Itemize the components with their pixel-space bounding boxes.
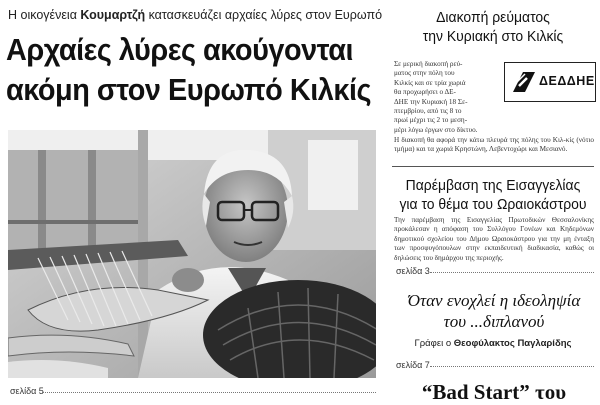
dotted-rule	[42, 392, 376, 393]
main-headline	[6, 30, 372, 110]
power-cut-line: ματος στην πόλη του	[394, 69, 455, 78]
power-cut-title-line-1: Διακοπή ρεύματος	[436, 9, 550, 26]
opinion-title-line-1: Όταν ενοχλεί η ιδεοληψία	[407, 291, 581, 310]
prosecutor-title-line-2: για το θέμα του Ωραιοκάστρου	[399, 196, 587, 213]
dotted-rule	[430, 272, 594, 273]
kicker-prefix: Η οικογένεια	[8, 8, 81, 22]
byline-author: Θεοφύλακτος Παγλαρίδης	[453, 338, 572, 349]
power-cut-line: πτεμβρίου, από τις 8 το	[394, 107, 462, 116]
byline-prefix: Γράφει ο	[414, 338, 454, 349]
headline-line-2: ακόμη στον Ευρωπό Κιλκίς	[6, 72, 372, 107]
power-cut-line: πρωί μέχρι τις 2 το μεση-	[394, 116, 468, 125]
opinion-byline	[392, 338, 594, 349]
opinion-page-ref: σελίδα 7	[396, 360, 430, 370]
power-cut-body-intro	[394, 60, 498, 135]
power-cut-line: μέρι λόγω έργων στο δίκτυο.	[394, 125, 478, 134]
story-photo	[8, 130, 376, 378]
dotted-rule	[430, 366, 594, 367]
power-cut-body-rest: Η διακοπή θα αφορά την κάτω πλευρά της πόλης του Κιλ-κίς (νότιο τμήμα) και τα χωριά Κρηστώνη, Λεβεντοχώρι και Μεσιανό.	[394, 136, 594, 154]
section-separator	[392, 166, 594, 167]
main-story-page-ref: σελίδα 5	[10, 386, 44, 396]
power-cut-line: θα προχωρήσει ο ΔΕ-	[394, 88, 456, 97]
prosecutor-title-line-1: Παρέμβαση της Εισαγγελίας	[405, 177, 581, 194]
craftsman-photo-illustration	[8, 130, 376, 378]
power-cut-title	[399, 8, 587, 46]
kicker-suffix: κατασκευάζει αρχαίες λύρες στον Ευρωπό	[145, 8, 383, 22]
prosecutor-page-ref: σελίδα 3	[396, 266, 430, 276]
opinion-title	[392, 290, 596, 332]
power-cut-line: Σε μερική διακοπή ρεύ-	[394, 60, 463, 68]
power-cut-line: Κιλκίς και σε τρία χωριά	[394, 78, 466, 87]
bad-start-title: “Bad Start” του	[421, 380, 567, 404]
power-cut-line: ΔΗΕ την Κυριακή 18 Σε-	[394, 97, 468, 106]
prosecutor-body: Την παρέμβαση της Εισαγγελίας Πρωτοδικών Θεσσαλονίκης προκάλεσαν η απόφαση του Συλλόγου Γονέων και Κηδεμόνων δημοτικού σχολείου του Δήμου Ωραιοκάστρου για την μη ένταξη των προσφυγόπουλων στην εκπαιδευτική διαδικασία, καθώς οι δηλώσεις του δημάρχου της περιοχής.	[394, 216, 594, 262]
headline-line-1: Αρχαίες λύρες ακούγονται	[6, 32, 354, 67]
opinion-title-line-2: του ...διπλανού	[443, 312, 545, 331]
power-cut-title-line-2: την Κυριακή στο Κιλκίς	[422, 28, 564, 45]
story-kicker	[8, 8, 382, 22]
dedddie-logo-icon	[509, 66, 539, 96]
dedddie-logo	[504, 62, 596, 102]
prosecutor-title	[399, 176, 587, 214]
sidebar-stories	[392, 0, 600, 404]
kicker-family-name: Κουμαρτζή	[80, 8, 146, 22]
dedddie-logo-text: ΔΕΔΔΗΕ	[539, 74, 595, 88]
